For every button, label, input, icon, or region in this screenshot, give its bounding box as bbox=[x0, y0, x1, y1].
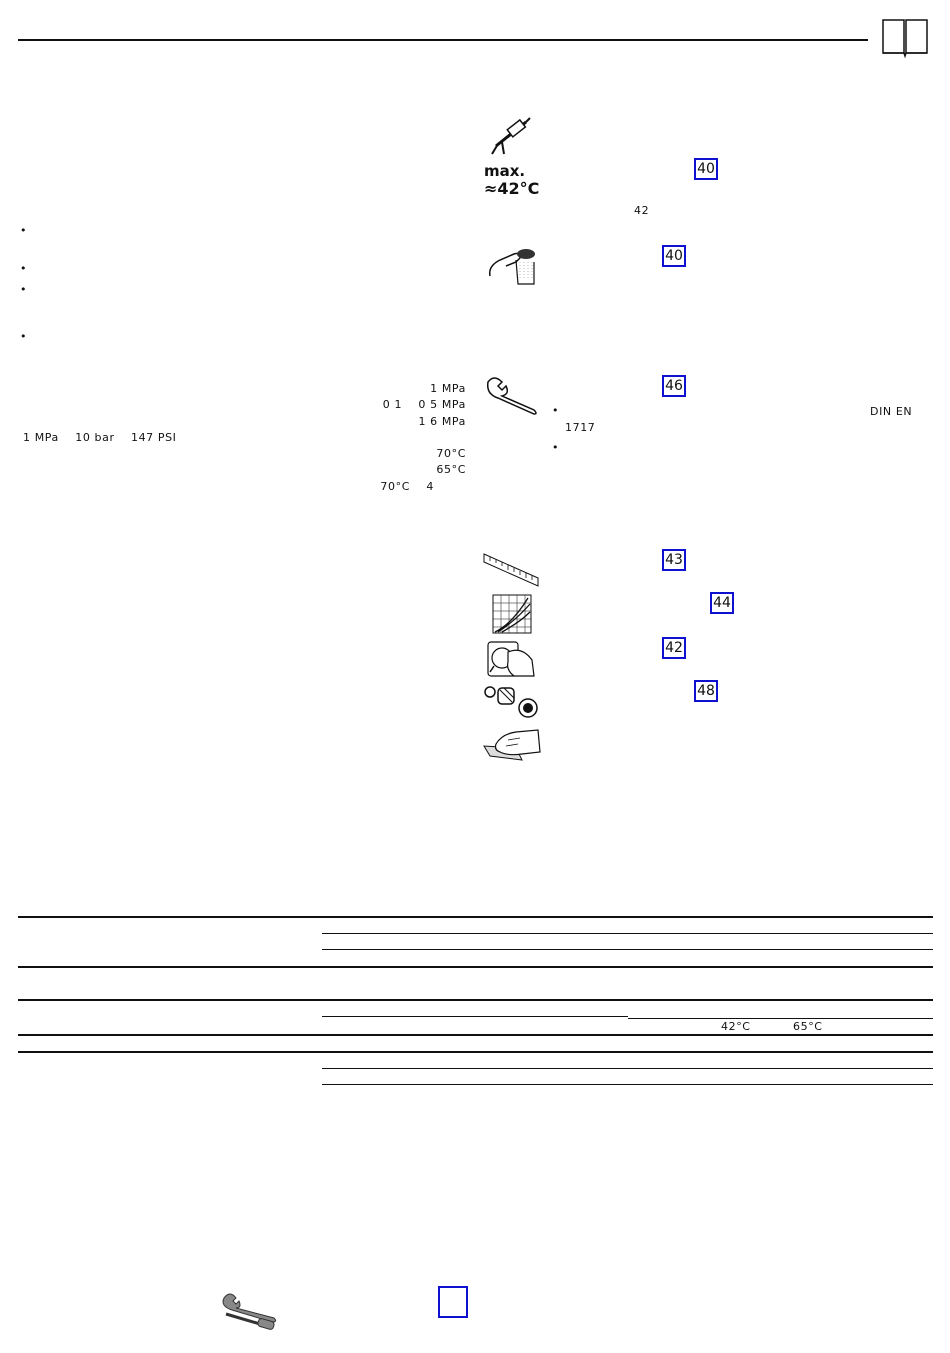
bullet-2: • bbox=[20, 262, 27, 275]
ref-box-3[interactable]: 46 bbox=[662, 375, 686, 397]
max-label-line1: max. bbox=[484, 162, 526, 180]
cartridge-parts-icon bbox=[484, 684, 540, 720]
cleaning-hand-icon bbox=[482, 726, 542, 762]
max-temperature-label bbox=[484, 163, 539, 197]
bullet-1: • bbox=[20, 224, 27, 237]
ruler-icon bbox=[482, 552, 540, 588]
max-label-line2: ≈42°C bbox=[484, 179, 540, 198]
ref-box-4[interactable]: 43 bbox=[662, 549, 686, 571]
din-standard: DIN EN bbox=[870, 405, 913, 418]
tech-row-7: 70°C 4 bbox=[380, 480, 434, 493]
table-temp-low: 42°C bbox=[721, 1020, 751, 1033]
temperature-knob-icon bbox=[486, 640, 536, 680]
ref-box-1[interactable]: 40 bbox=[694, 158, 718, 180]
table-rule-4 bbox=[18, 966, 933, 968]
ref-box-6[interactable]: 42 bbox=[662, 637, 686, 659]
bullet-3: • bbox=[20, 283, 27, 296]
bullet-4: • bbox=[20, 330, 27, 343]
table-rule-1 bbox=[18, 916, 933, 918]
hand-shower-test-icon bbox=[486, 246, 538, 288]
service-tools-icon bbox=[220, 1292, 278, 1332]
tech-row-5: 70°C bbox=[436, 447, 466, 460]
page-number-box bbox=[438, 1286, 468, 1318]
tech-row-1: 1 MPa bbox=[430, 382, 466, 395]
table-rule-10 bbox=[322, 1068, 933, 1069]
sealant-gun-icon bbox=[488, 116, 534, 156]
table-rule-2 bbox=[322, 933, 933, 934]
right-bullet-1: • bbox=[552, 404, 559, 417]
flow-diagram-icon bbox=[492, 594, 532, 634]
ref-box-7[interactable]: 48 bbox=[694, 680, 718, 702]
tech-row-2: 0 1 0 5 MPa bbox=[382, 398, 466, 411]
tech-row-4: 1 MPa 10 bar 147 PSI bbox=[23, 431, 177, 444]
table-rule-9 bbox=[18, 1051, 933, 1053]
tech-row-6: 65°C bbox=[436, 463, 466, 476]
din-number: 1717 bbox=[565, 421, 596, 434]
table-rule-11 bbox=[322, 1084, 933, 1085]
right-bullet-2: • bbox=[552, 441, 559, 454]
ref-box-2[interactable]: 40 bbox=[662, 245, 686, 267]
table-rule-7 bbox=[628, 1018, 933, 1019]
table-rule-6 bbox=[322, 1016, 628, 1017]
open-book-icon bbox=[882, 18, 928, 58]
table-rule-3 bbox=[322, 949, 933, 950]
tech-row-3: 1 6 MPa bbox=[418, 415, 466, 428]
table-rule-8 bbox=[18, 1034, 933, 1036]
header-rule bbox=[18, 39, 868, 41]
ref-box-5[interactable]: 44 bbox=[710, 592, 734, 614]
temp-value: 42 bbox=[634, 204, 650, 217]
table-temp-high: 65°C bbox=[793, 1020, 823, 1033]
table-rule-5 bbox=[18, 999, 933, 1001]
wrench-icon bbox=[484, 376, 540, 416]
